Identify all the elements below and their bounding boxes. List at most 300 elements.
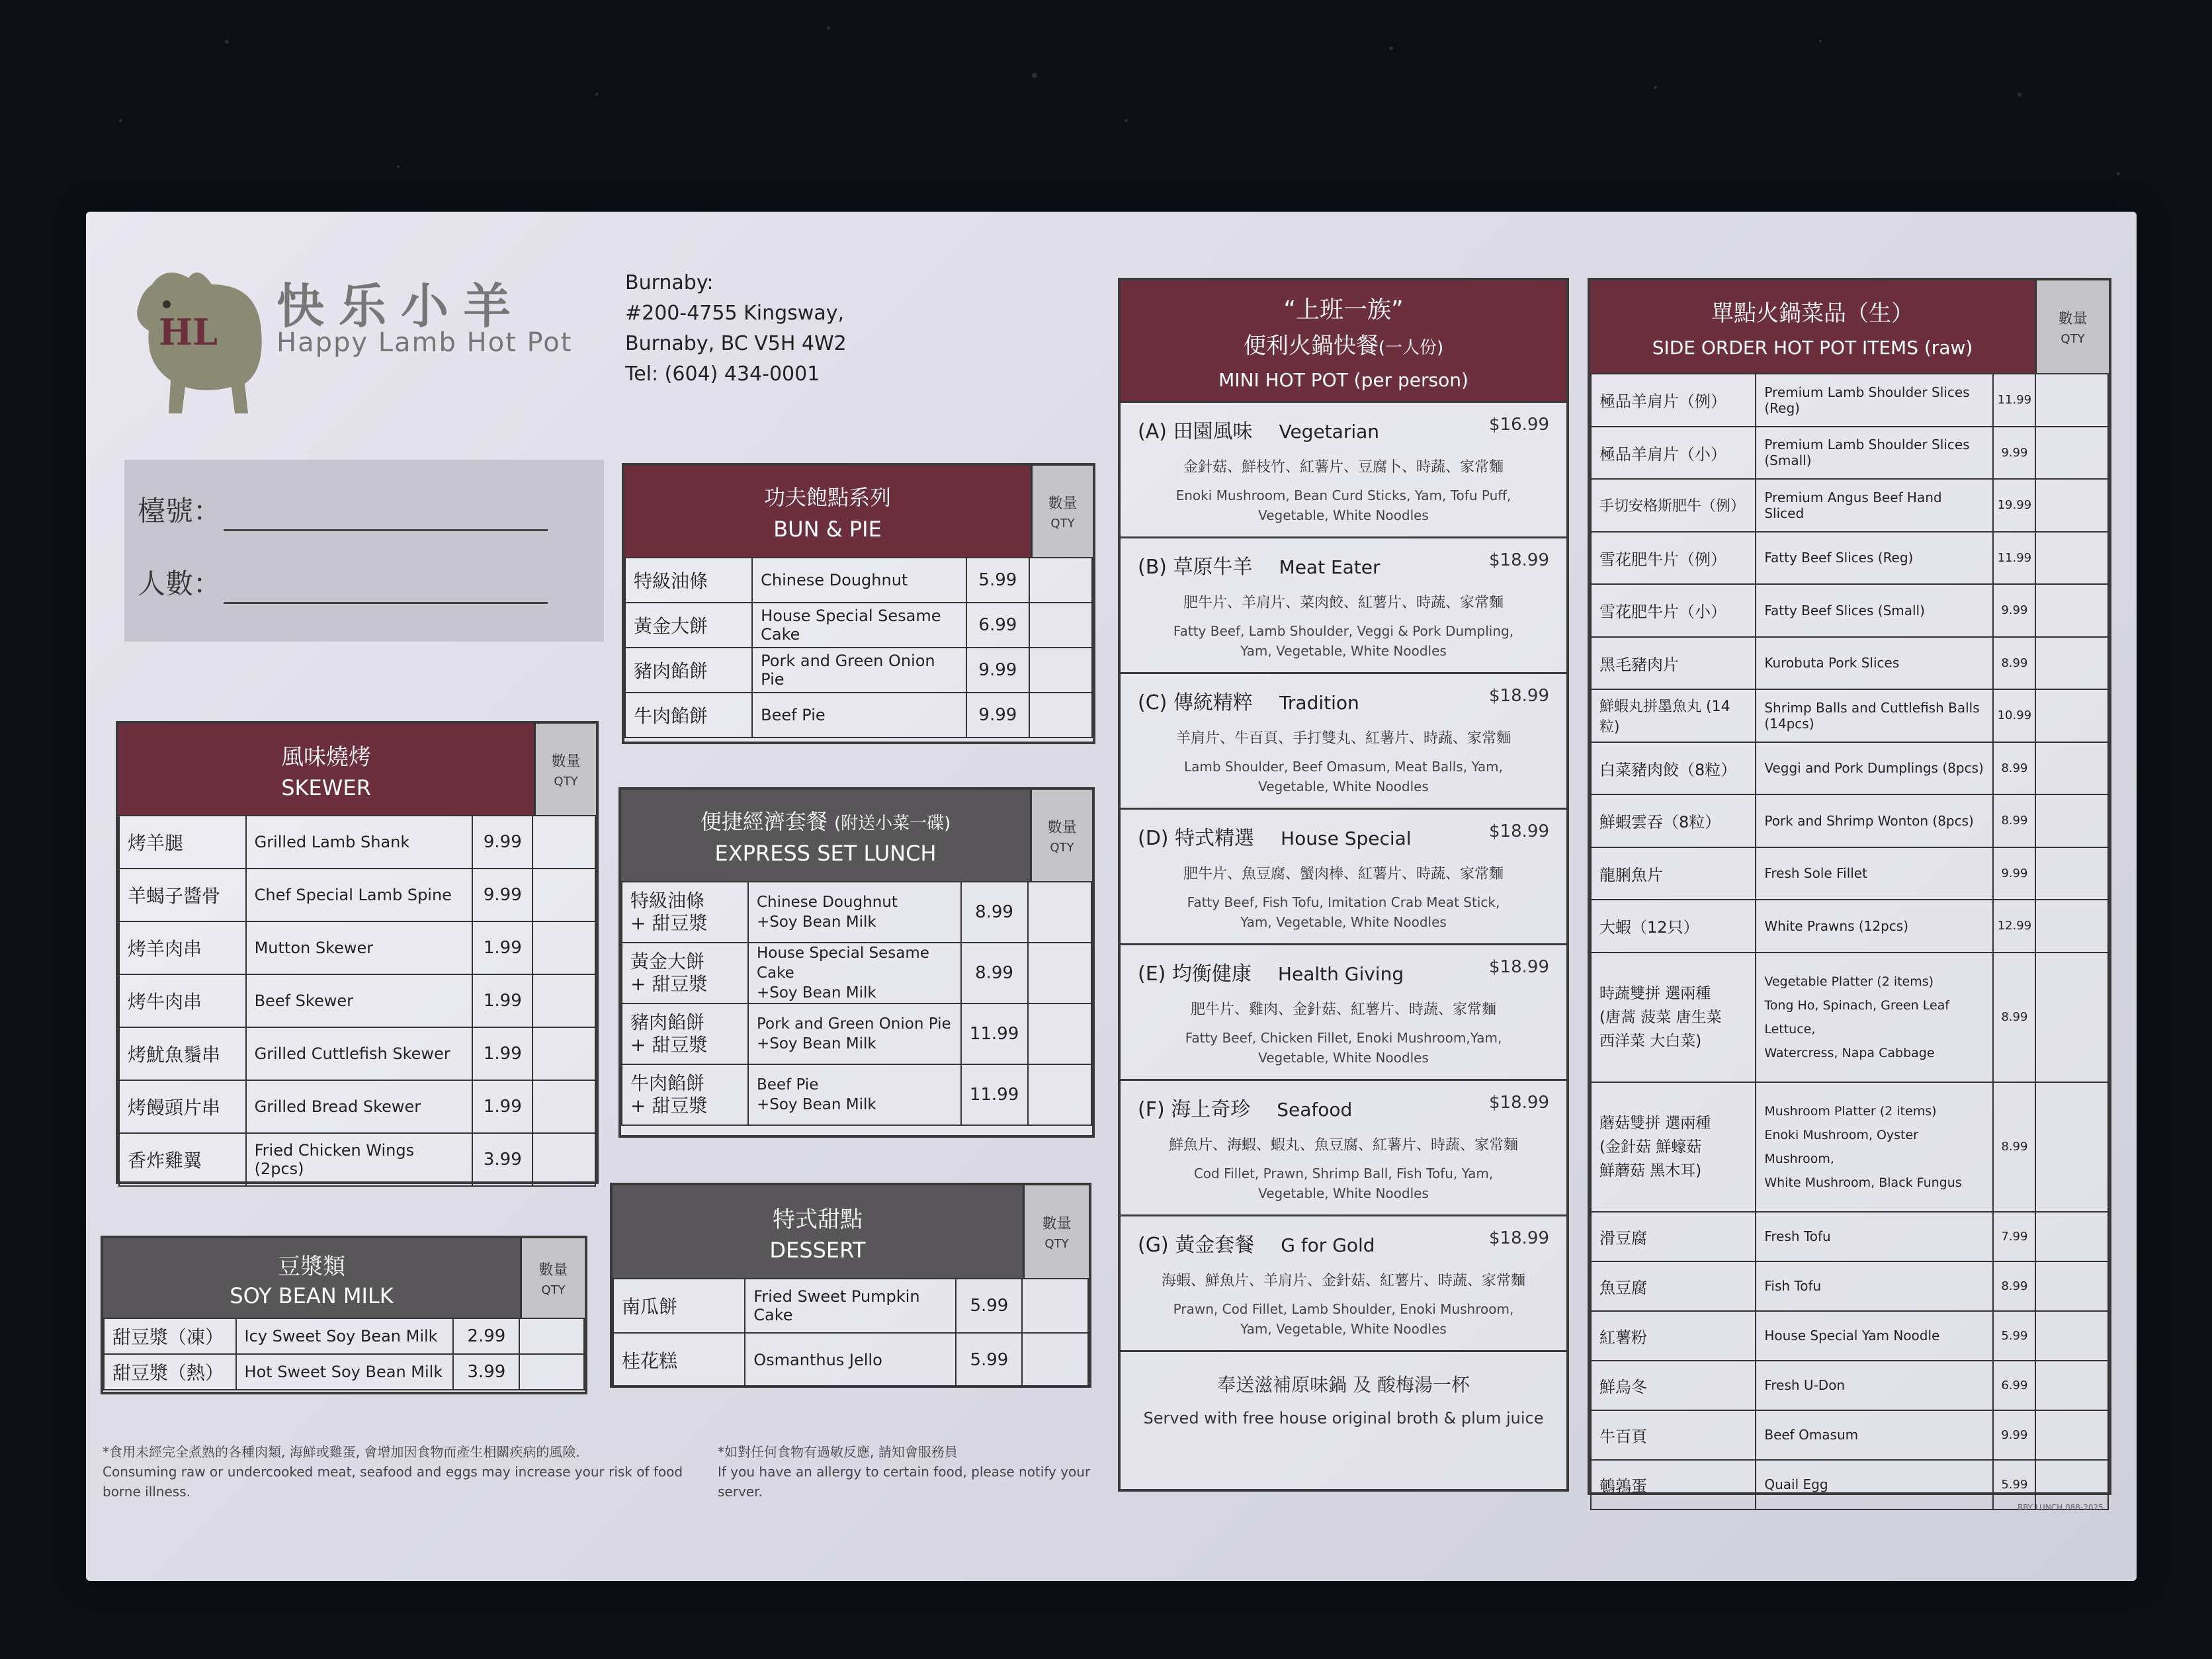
platter-en-line: Watercress, Napa Cabbage [1764,1045,1935,1060]
mini-item-name-en: Meat Eater [1279,556,1381,578]
table-row [1591,1410,2108,1460]
mini-hotpot-item [1121,401,1566,536]
side-table [1590,373,2109,1510]
item-name-en: Grilled Lamb Shank [246,816,473,869]
qty-cell[interactable] [2035,847,2108,900]
item-price: 8.99 [1993,1082,2035,1212]
item-name-en: Fatty Beef Slices (Reg) [1756,532,1993,585]
item-name-zh: 魚豆腐 [1591,1261,1756,1311]
item-name-zh: 極品羊肩片（例） [1591,374,1756,427]
item-price: 8.99 [1993,742,2035,795]
qty-cell[interactable] [519,1318,584,1354]
mini-item-ingredients-en-line1: Fatty Beef, Fish Tofu, Imitation Crab Meat Stick, [1187,894,1500,910]
item-name-zh: 雪花肥牛片（例） [1591,532,1756,585]
qty-cell[interactable] [1029,693,1092,738]
item-name-zh: 烤羊肉串 [119,921,246,974]
item-name-en: Pork and Green Onion Pie [752,648,966,693]
item-name-en: Osmanthus Jello [745,1333,956,1387]
table-row [613,1279,1088,1333]
item-price: 8.99 [961,943,1028,1003]
item-price: 8.99 [961,882,1028,943]
mini-item-ingredients-zh: 羊肩片、牛百頁、手打雙丸、紅薯片、時蔬、家常麵 [1175,730,1511,747]
mini-hotpot-item [1121,808,1566,943]
mini-item-ingredients-en [1138,486,1549,525]
item-name-zh: 牛肉餡餅 [625,693,752,738]
express-title-zh-line [701,805,951,835]
table-row [1591,532,2108,585]
mini-hotpot-item [1121,1214,1566,1350]
table-row [119,1027,595,1080]
footnote-allergy-en: If you have an allergy to certain food, please notify your server. [718,1464,1091,1500]
item-price: 9.99 [472,816,532,869]
mini-item-ingredients-en-line2: Yam, Vegetable, White Noodles [1240,914,1447,930]
mini-item-price: $16.99 [1489,415,1549,435]
platter-en-line: Mushroom Platter (2 items) [1764,1103,1937,1119]
item-price: 1.99 [472,921,532,974]
item-price: 8.99 [1993,953,2035,1082]
platter-zh-line: 西洋菜 大白菜) [1599,1032,1702,1050]
skewer-table [118,815,596,1187]
soy-title-en: SOY BEAN MILK [230,1283,394,1308]
item-name-zh: 大蝦（12只） [1591,900,1756,953]
brand-name-en: Happy Lamb Hot Pot [276,327,573,358]
qty-label-en: QTY [1050,517,1075,531]
item-name-en [1756,1082,1993,1212]
qty-cell[interactable] [2035,1311,2108,1361]
mini-item-name-zh: (G) 黃金套餐 [1138,1234,1255,1257]
mini-item-title [1138,1228,1549,1257]
mini-item-title [1138,957,1549,986]
mini-item-name-zh: (B) 草原牛羊 [1138,556,1253,579]
mini-item-price: $18.99 [1489,957,1549,977]
soy-table [103,1318,585,1390]
item-name-zh-line2: + 甜豆漿 [630,1095,708,1117]
platter-zh-line: (金針菇 鮮蠔菇 [1599,1138,1702,1156]
item-name-zh: 烤魷魚鬚串 [119,1027,246,1080]
mini-item-price: $18.99 [1489,822,1549,841]
qty-cell[interactable] [2035,1212,2108,1261]
qty-cell[interactable] [532,1133,595,1186]
item-price: 8.99 [1993,637,2035,690]
footnote-raw-en: Consuming raw or undercooked meat, seafood and eggs may increase your risk of food borne illness. [103,1464,683,1500]
mini-hotpot-item [1121,536,1566,672]
table-row [1591,742,2108,795]
table-row [1591,637,2108,690]
qty-cell[interactable] [2035,900,2108,953]
table-row [1591,1311,2108,1361]
side-header [1590,280,2035,373]
bun-title-en: BUN & PIE [773,517,882,542]
item-name-zh-line2: + 甜豆漿 [630,912,708,934]
qty-cell[interactable] [2035,1460,2108,1510]
table-row [1591,479,2108,532]
mini-item-ingredients-en [1138,892,1549,932]
table-row [1591,847,2108,900]
item-name-en: Chef Special Lamb Spine [246,869,473,921]
qty-cell[interactable] [2035,689,2108,742]
item-name-zh [622,882,748,943]
item-price: 9.99 [966,693,1029,738]
table-row [1591,794,2108,847]
qty-label-en: QTY [2061,332,2085,346]
menu-sheet [86,212,2137,1581]
mini-item-ingredients-en [1138,1164,1549,1203]
item-name-zh: 烤羊腿 [119,816,246,869]
item-name-zh: 烤牛肉串 [119,974,246,1027]
table-row [119,869,595,921]
mini-item-name-zh: (D) 特式精選 [1138,827,1255,850]
table-row [1591,374,2108,427]
qty-cell[interactable] [532,869,595,921]
mini-item-name-zh: (A) 田園風味 [1138,420,1253,443]
table-row [1591,1261,2108,1311]
background-speck [225,40,229,44]
item-name-zh: 鵪鶉蛋 [1591,1460,1756,1510]
qty-cell[interactable] [1028,882,1092,943]
mini-hotpot-item [1121,672,1566,808]
item-price: 1.99 [472,1080,532,1133]
mini-title-zh1: “上班一族” [1283,296,1404,323]
qty-label-zh: 數量 [1047,820,1077,836]
qty-label-zh: 數量 [1042,1216,1072,1232]
item-name-en: Quail Egg [1756,1460,1993,1510]
background-speck [1125,119,1128,122]
item-name-zh: 手切安格斯肥牛（例） [1591,479,1756,532]
address-line2: Burnaby, BC V5H 4W2 [625,332,847,355]
qty-cell[interactable] [532,974,595,1027]
express-title-en: EXPRESS SET LUNCH [714,841,937,866]
item-price: 5.99 [1993,1460,2035,1510]
soy-header [103,1238,520,1318]
mini-hotpot-item [1121,943,1566,1079]
item-name-zh: 甜豆漿（凍） [104,1318,236,1354]
express-title-note: (附送小菜一碟) [833,814,951,833]
item-name-zh: 紅薯粉 [1591,1311,1756,1361]
qty-cell[interactable] [1028,1003,1092,1064]
item-name-zh: 雪花肥牛片（小） [1591,584,1756,637]
qty-cell[interactable] [2035,742,2108,795]
print-code: BBY LUNCH 088-2025 [2018,1503,2104,1512]
item-name-zh: 豬肉餡餅 [625,648,752,693]
table-row [1591,689,2108,742]
item-name-en: Fried Sweet Pumpkin Cake [745,1279,956,1333]
item-name-en-line1: Beef Pie [756,1076,819,1093]
mini-item-ingredients-en-line1: Lamb Shoulder, Beef Omasum, Meat Balls, Yam, [1183,759,1503,775]
table-number-field[interactable] [224,529,548,531]
qty-cell[interactable] [519,1354,584,1390]
table-row [1591,900,2108,953]
item-name-zh [1591,953,1756,1082]
qty-cell[interactable] [2035,374,2108,427]
table-row [622,882,1091,943]
table-row [119,974,595,1027]
item-name-en: Grilled Bread Skewer [246,1080,473,1133]
item-name-zh: 白菜豬肉餃（8粒） [1591,742,1756,795]
table-row [119,816,595,869]
item-name-en-line1: Pork and Green Onion Pie [756,1015,951,1033]
item-name-en: Pork and Shrimp Wonton (8pcs) [1756,794,1993,847]
platter-zh-line: 蘑菇雙拼 選兩種 [1599,1114,1711,1132]
item-price: 7.99 [1993,1212,2035,1261]
item-price: 9.99 [1993,584,2035,637]
mini-item-price: $18.99 [1489,686,1549,706]
item-name-en-line1: Chinese Doughnut [756,894,898,911]
item-name-zh: 鮮蝦丸拼墨魚丸 (14粒) [1591,689,1756,742]
qty-cell[interactable] [2035,953,2108,1082]
background-speck [1819,40,1822,42]
mini-item-name-en: Seafood [1277,1099,1353,1121]
table-row [119,1133,595,1186]
item-price: 12.99 [1993,900,2035,953]
side-qty-header [2035,280,2109,373]
qty-cell[interactable] [1022,1333,1088,1387]
table-row [104,1318,584,1354]
qty-cell[interactable] [532,921,595,974]
table-row [625,558,1092,603]
item-price: 5.99 [1993,1311,2035,1361]
mini-item-ingredients-en [1138,1299,1549,1339]
item-name-zh-line2: + 甜豆漿 [630,973,708,995]
mini-item-ingredients-en-line2: Vegetable, White Noodles [1258,1185,1429,1201]
item-name-zh: 牛百頁 [1591,1410,1756,1460]
express-title-zh: 便捷經濟套餐 [700,809,828,834]
item-name-zh-line1: 黃金大餅 [630,951,705,972]
people-count-field[interactable] [224,602,548,604]
background-speck [595,93,599,96]
qty-cell[interactable] [1029,603,1092,648]
qty-cell[interactable] [2035,479,2108,532]
footnote-allergy-zh: *如對任何食物有過敏反應, 請知會服務員 [718,1444,958,1460]
qty-cell[interactable] [2035,637,2108,690]
item-name-en: Fresh Sole Fillet [1756,847,1993,900]
table-number-label: 檯號： [138,495,222,527]
background-speck [2117,172,2120,175]
soy-qty-header [520,1238,585,1318]
item-name-en [748,882,961,943]
item-price: 11.99 [961,1003,1028,1064]
mini-item-ingredients-en-line2: Vegetable, White Noodles [1258,1050,1429,1066]
order-form [124,460,604,642]
item-name-zh-line1: 牛肉餡餅 [630,1072,705,1094]
soy-section [101,1236,587,1394]
item-name-en: Grilled Cuttlefish Skewer [246,1027,473,1080]
item-name-zh-line1: 特級油條 [630,890,705,912]
skewer-section [116,721,599,1184]
express-section [618,787,1095,1138]
item-name-en: Fresh U-Don [1756,1361,1993,1410]
platter-en-line: Vegetable Platter (2 items) [1764,974,1934,989]
people-count-label: 人數： [138,568,222,600]
item-name-en: Hot Sweet Soy Bean Milk [236,1354,454,1390]
qty-cell[interactable] [532,1080,595,1133]
mini-footer-en: Served with free house original broth & plum juice [1143,1409,1544,1427]
qty-label-en: QTY [554,775,578,788]
mini-item-title [1138,686,1549,715]
dessert-qty-header [1023,1185,1089,1278]
mini-title-zh2: 便利火鍋快餐 [1243,332,1379,359]
qty-cell[interactable] [532,816,595,869]
item-name-zh: 特級油條 [625,558,752,603]
item-price: 1.99 [472,1027,532,1080]
mini-item-ingredients-zh: 肥牛片、雞肉、金針菇、紅薯片、時蔬、家常麵 [1190,1001,1496,1018]
item-name-en [748,943,961,1003]
qty-cell[interactable] [2035,427,2108,480]
item-price: 9.99 [966,648,1029,693]
express-header [621,790,1030,881]
item-name-en: House Special Sesame Cake [752,603,966,648]
bun-qty-header [1031,466,1093,557]
mini-footer-zh: 奉送滋補原味鍋 及 酸梅湯一杯 [1217,1374,1470,1396]
item-name-en-line2: +Soy Bean Milk [756,1096,876,1113]
background-speck [397,165,400,168]
item-name-en: Premium Angus Beef Hand Sliced [1756,479,1993,532]
background-speck [2018,93,2021,97]
logo-mark: HL [159,311,218,353]
table-row [625,648,1092,693]
mini-item-name-en: Tradition [1279,692,1359,714]
item-price: 8.99 [1993,1261,2035,1311]
item-price: 10.99 [1993,689,2035,742]
address-block [625,268,847,390]
qty-cell[interactable] [1029,648,1092,693]
table-row [1591,584,2108,637]
mini-list [1121,401,1566,1350]
qty-label-zh: 數量 [538,1262,568,1279]
mini-item-ingredients-en-line2: Yam, Vegetable, White Noodles [1240,1321,1447,1337]
item-price: 3.99 [453,1354,519,1390]
mini-footer [1121,1350,1566,1446]
item-price: 11.99 [1993,374,2035,427]
qty-cell[interactable] [2035,584,2108,637]
side-title-en: SIDE ORDER HOT POT ITEMS (raw) [1652,337,1973,359]
item-name-zh: 黑毛豬肉片 [1591,637,1756,690]
dessert-table [613,1278,1089,1388]
qty-label-en: QTY [1050,841,1074,855]
brand-name-zh: 快乐小羊 [276,278,526,334]
qty-cell[interactable] [2035,1261,2108,1311]
item-name-en: White Prawns (12pcs) [1756,900,1993,953]
qty-cell[interactable] [1028,943,1092,1003]
background-speck [1032,73,1037,78]
table-row [104,1354,584,1390]
address-city: Burnaby: [625,271,714,294]
item-name-en: Fried Chicken Wings (2pcs) [246,1133,473,1186]
background-speck [827,26,830,30]
background-speck [1654,86,1657,89]
qty-label-en: QTY [541,1283,566,1297]
mini-item-name-zh: (F) 海上奇珍 [1138,1098,1251,1121]
skewer-header [118,724,534,815]
mini-hotpot-section [1118,278,1569,1492]
qty-label-en: QTY [1044,1237,1069,1251]
address-line1: #200-4755 Kingsway, [625,302,845,325]
qty-cell[interactable] [2035,1410,2108,1460]
qty-label-zh: 數量 [2058,311,2088,327]
item-name-zh: 鮮烏冬 [1591,1361,1756,1410]
item-name-en: Shrimp Balls and Cuttlefish Balls (14pcs) [1756,689,1993,742]
table-row [119,1080,595,1133]
item-name-zh-line1: 豬肉餡餅 [630,1011,705,1033]
platter-en-line: Enoki Mushroom, Oyster Mushroom, [1764,1127,1918,1166]
item-name-en: Premium Lamb Shoulder Slices (Reg) [1756,374,1993,427]
table-row [1591,1460,2108,1510]
table-row [1591,1082,2108,1212]
qty-cell[interactable] [2035,532,2108,585]
item-name-zh: 羊蝎子醬骨 [119,869,246,921]
mini-item-ingredients-en-line1: Fatty Beef, Lamb Shoulder, Veggi & Pork Dumpling, [1173,623,1514,639]
mini-item-ingredients-zh: 金針菇、鮮枝竹、紅薯片、豆腐卜、時蔬、家常麵 [1183,459,1504,476]
item-name-zh-line2: + 甜豆漿 [630,1034,708,1056]
mini-title-note: (一人份) [1378,337,1444,358]
mini-item-name-en: G for Gold [1281,1234,1375,1256]
platter-en-line: White Mushroom, Black Fungus [1764,1175,1962,1190]
side-title-zh: 單點火鍋菜品（生） [1711,300,1914,327]
mini-header [1121,280,1566,401]
table-row [1591,1361,2108,1410]
platter-en-line: Tong Ho, Spinach, Green Leaf Lettuce, [1764,998,1949,1037]
mini-item-ingredients-en-line2: Vegetable, White Noodles [1258,779,1429,794]
qty-label-zh: 數量 [551,753,581,770]
mini-item-ingredients-en-line1: Prawn, Cod Fillet, Lamb Shoulder, Enoki Mushroom, [1173,1301,1514,1317]
mini-item-ingredients-zh: 海蝦、鮮魚片、羊肩片、金針菇、紅薯片、時蔬、家常麵 [1161,1273,1525,1289]
mini-item-name-zh: (E) 均衡健康 [1138,962,1252,986]
platter-zh-line: 鮮蘑菇 黑木耳) [1599,1162,1702,1179]
item-name-zh: 甜豆漿（熱） [104,1354,236,1390]
qty-cell[interactable] [532,1027,595,1080]
qty-cell[interactable] [1022,1279,1088,1333]
qty-cell[interactable] [2035,794,2108,847]
item-name-en: Fish Tofu [1756,1261,1993,1311]
skewer-title-zh: 風味燒烤 [281,744,371,771]
soy-title-zh: 豆漿類 [278,1253,345,1280]
table-row [622,1003,1091,1064]
item-name-en: Mutton Skewer [246,921,473,974]
item-name-zh: 極品羊肩片（小） [1591,427,1756,480]
item-price: 5.99 [956,1333,1022,1387]
item-price: 11.99 [961,1064,1028,1125]
item-name-en-line2: +Soy Bean Milk [756,914,876,931]
table-row [622,943,1091,1003]
item-name-en: House Special Yam Noodle [1756,1311,1993,1361]
item-name-en [748,1003,961,1064]
bun-title-zh: 功夫飽點系列 [763,485,891,510]
item-name-en: Beef Omasum [1756,1410,1993,1460]
qty-cell[interactable] [1029,558,1092,603]
express-qty-header [1030,790,1092,881]
mini-title-en: MINI HOT POT (per person) [1218,368,1468,391]
mini-item-title [1138,550,1549,579]
item-name-en: Chinese Doughnut [752,558,966,603]
address-tel: Tel: (604) 434-0001 [625,362,820,386]
mini-item-price: $18.99 [1489,1228,1549,1248]
item-name-zh: 黃金大餅 [625,603,752,648]
item-price: 9.99 [472,869,532,921]
qty-cell[interactable] [2035,1082,2108,1212]
bun-header [624,466,1031,557]
table-row [1591,427,2108,480]
item-price: 9.99 [1993,1410,2035,1460]
item-name-en [1756,953,1993,1082]
item-name-en: Icy Sweet Soy Bean Milk [236,1318,454,1354]
item-price: 1.99 [472,974,532,1027]
qty-cell[interactable] [2035,1361,2108,1410]
item-name-zh: 烤饅頭片串 [119,1080,246,1133]
item-name-en: Premium Lamb Shoulder Slices (Small) [1756,427,1993,480]
mini-item-price: $18.99 [1489,1093,1549,1113]
qty-cell[interactable] [1028,1064,1092,1125]
mini-item-ingredients-en [1138,621,1549,661]
item-name-en [748,1064,961,1125]
